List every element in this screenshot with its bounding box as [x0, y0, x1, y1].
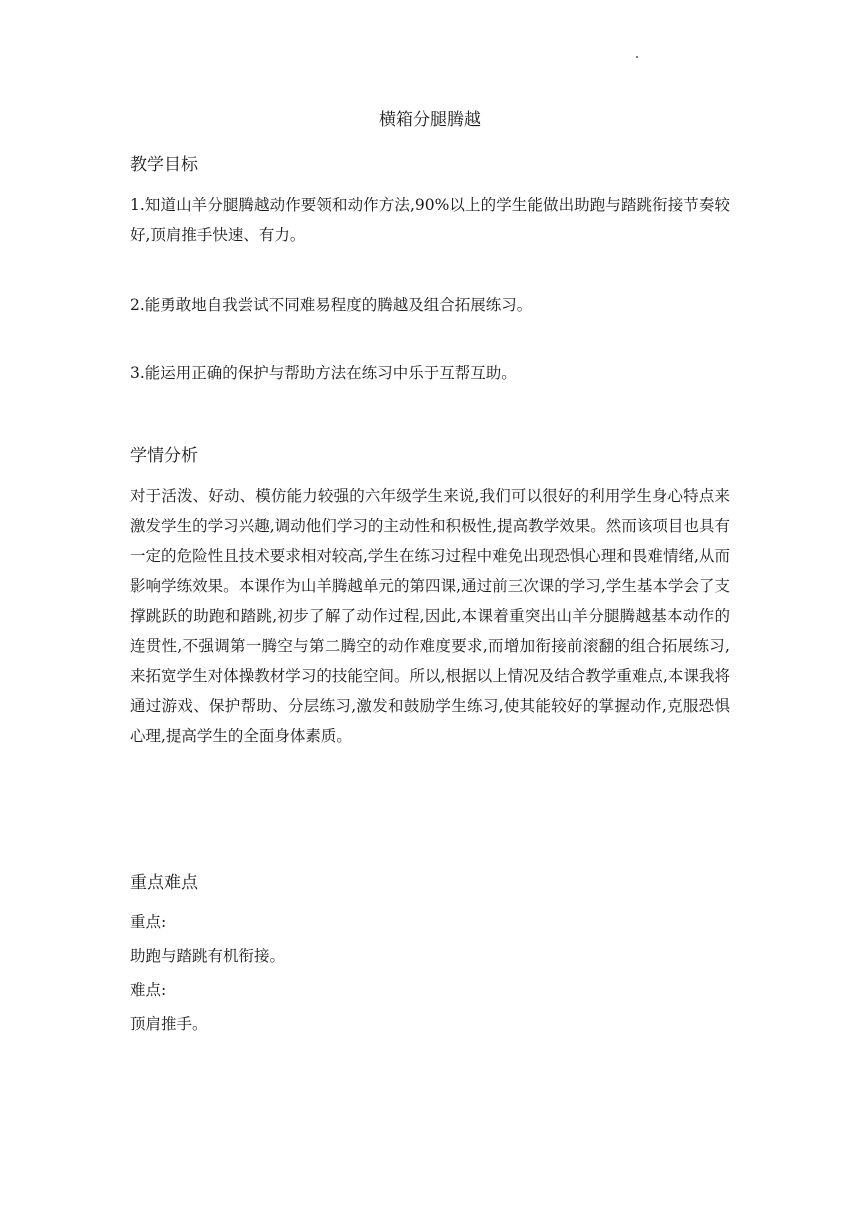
- objectives-heading: 教学目标: [130, 155, 198, 175]
- keypoints-heading: 重点难点: [130, 873, 198, 893]
- objective-item-1: 1.知道山羊分腿腾越动作要领和动作方法,90%以上的学生能做出助跑与踏跳衔接节奏较好,顶肩推手快速、有力。: [130, 196, 730, 244]
- analysis-heading: 学情分析: [130, 446, 198, 466]
- objective-item-2: 2.能勇敢地自我尝试不同难易程度的腾越及组合拓展练习。: [130, 296, 533, 314]
- difficulty-text: 顶肩推手。: [130, 1015, 208, 1033]
- objective-item-3: 3.能运用正确的保护与帮助方法在练习中乐于互帮互助。: [130, 364, 517, 382]
- analysis-paragraph: 对于活泼、好动、模仿能力较强的六年级学生来说,我们可以很好的利用学生身心特点来激发学生的学习兴趣,调动他们学习的主动性和积极性,提高教学效果。然而该项目也具有一定的危险性且技术要求相对较高,学生在练习过程中难免出现恐惧心理和畏难情绪,从而影响学练效果。本课作为山羊腾越单元的第四课,通过前三次课的学习,学生基本学会了支撑跳跃的助跑和踏跳,初步了解了动作过程,因此,本课着重突出山羊分腿腾越基本动作的连贯性,不强调第一腾空与第二腾空的动作难度要求,而增加衔接前滚翻的组合拓展练习,来拓宽学生对体操教材学习的技能空间。所以,根据以上情况及结合教学重难点,本课我将通过游戏、保护帮助、分层练习,激发和鼓励学生练习,使其能较好的掌握动作,克服恐惧心理,提高学生的全面身体素质。: [130, 487, 730, 745]
- document-title: 横箱分腿腾越: [379, 110, 481, 130]
- difficulty-label: 难点:: [130, 981, 167, 999]
- key-text: 助跑与踏跳有机衔接。: [130, 947, 286, 965]
- key-label: 重点:: [130, 913, 167, 931]
- decorative-dot: [636, 56, 638, 58]
